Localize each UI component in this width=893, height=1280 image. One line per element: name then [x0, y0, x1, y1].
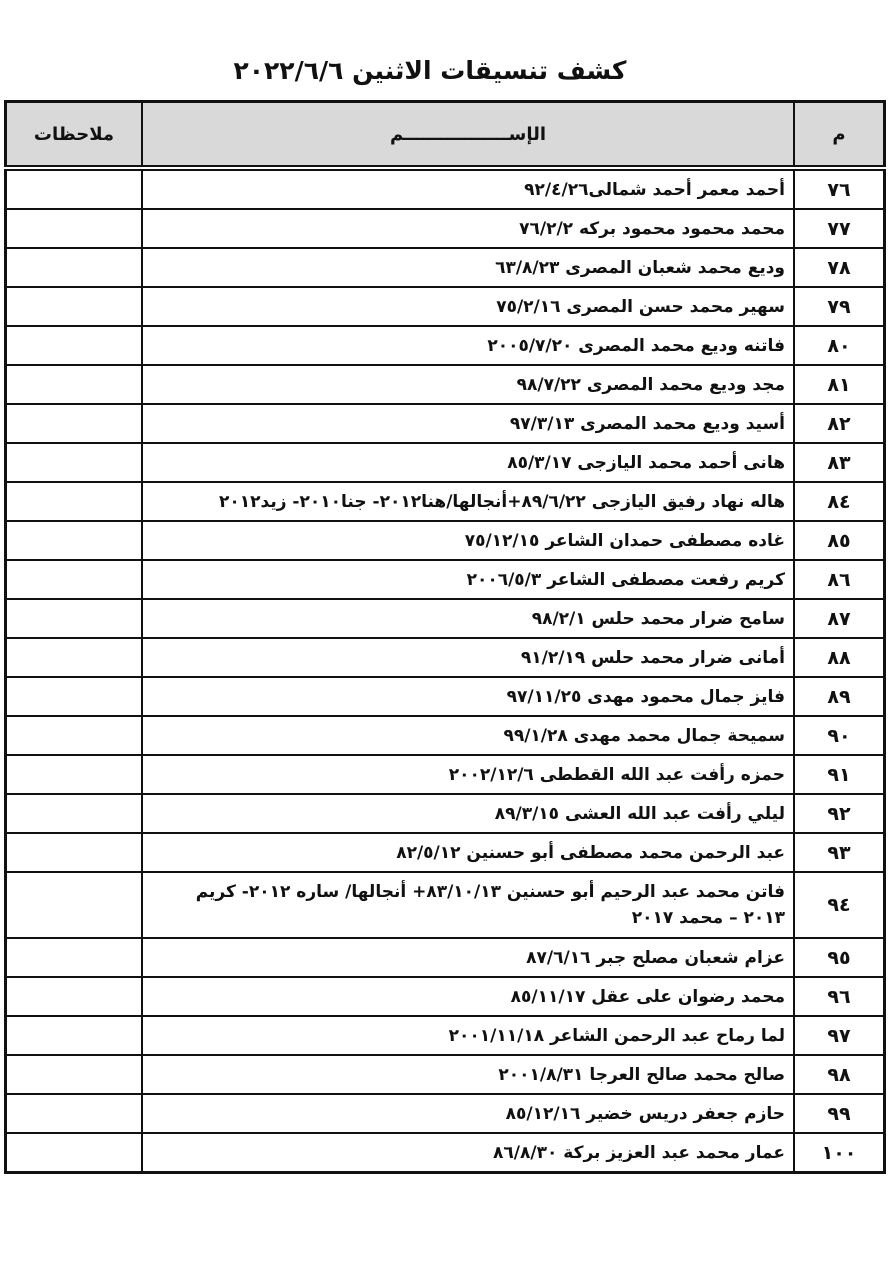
row-number: ٩١ — [794, 755, 885, 794]
row-name: سامح ضرار محمد حلس ٩٨/٢/١ — [142, 599, 794, 638]
row-name: حازم جعفر دريس خضير ٨٥/١٢/١٦ — [142, 1094, 794, 1133]
table-row — [6, 794, 885, 833]
row-name: فايز جمال محمود مهدى ٩٧/١١/٢٥ — [142, 677, 794, 716]
row-number: ٨٠ — [794, 326, 885, 365]
row-notes — [6, 1055, 143, 1094]
row-name: حمزه رأفت عبد الله القططى ٢٠٠٢/١٢/٦ — [142, 755, 794, 794]
row-number: ١٠٠ — [794, 1133, 885, 1173]
row-number: ٩٧ — [794, 1016, 885, 1055]
table-header-row — [6, 102, 885, 169]
table-row — [6, 287, 885, 326]
table-row — [6, 248, 885, 287]
row-name: سهير محمد حسن المصرى ٧٥/٢/١٦ — [142, 287, 794, 326]
table-row — [6, 716, 885, 755]
table-row — [6, 482, 885, 521]
table-row — [6, 977, 885, 1016]
row-notes — [6, 1133, 143, 1173]
row-notes — [6, 326, 143, 365]
row-name: هانى أحمد محمد اليازجى ٨٥/٣/١٧ — [142, 443, 794, 482]
row-notes — [6, 1016, 143, 1055]
row-notes — [6, 365, 143, 404]
row-notes — [6, 248, 143, 287]
row-notes — [6, 677, 143, 716]
row-number: ٧٩ — [794, 287, 885, 326]
row-name: محمد محمود محمود بركه ٧٦/٢/٢ — [142, 209, 794, 248]
table-row — [6, 168, 885, 209]
row-name: كريم رفعت مصطفى الشاعر ٢٠٠٦/٥/٣ — [142, 560, 794, 599]
row-notes — [6, 521, 143, 560]
row-number: ٩٨ — [794, 1055, 885, 1094]
row-notes — [6, 599, 143, 638]
row-name: فاتن محمد عبد الرحيم أبو حسنين ٨٣/١٠/١٣+ أنجالها/ ساره ٢٠١٢- كريم ٢٠١٣ – محمد ٢٠١٧ — [142, 872, 794, 938]
row-number: ٨٥ — [794, 521, 885, 560]
table-row — [6, 638, 885, 677]
row-number: ٩٤ — [794, 872, 885, 938]
row-number: ٨٩ — [794, 677, 885, 716]
row-name: صالح محمد صالح العرجا ٢٠٠١/٨/٣١ — [142, 1055, 794, 1094]
header-notes: ملاحظات — [6, 102, 143, 169]
row-name: فاتنه وديع محمد المصرى ٢٠٠٥/٧/٢٠ — [142, 326, 794, 365]
row-name: غاده مصطفى حمدان الشاعر ٧٥/١٢/١٥ — [142, 521, 794, 560]
row-name: سميحة جمال محمد مهدى ٩٩/١/٢٨ — [142, 716, 794, 755]
row-name: عبد الرحمن محمد مصطفى أبو حسنين ٨٢/٥/١٢ — [142, 833, 794, 872]
row-number: ٩٣ — [794, 833, 885, 872]
row-number: ٧٦ — [794, 168, 885, 209]
row-name: أسيد وديع محمد المصرى ٩٧/٣/١٣ — [142, 404, 794, 443]
row-number: ٧٧ — [794, 209, 885, 248]
row-number: ٨٢ — [794, 404, 885, 443]
table-row — [6, 755, 885, 794]
row-notes — [6, 833, 143, 872]
row-name: محمد رضوان على عقل ٨٥/١١/١٧ — [142, 977, 794, 1016]
row-name: عزام شعبان مصلح جبر ٨٧/٦/١٦ — [142, 938, 794, 977]
row-notes — [6, 443, 143, 482]
row-name: وديع محمد شعبان المصرى ٦٣/٨/٢٣ — [142, 248, 794, 287]
table-row — [6, 1016, 885, 1055]
row-number: ٨٧ — [794, 599, 885, 638]
row-number: ٨٤ — [794, 482, 885, 521]
row-notes — [6, 977, 143, 1016]
row-number: ٨٣ — [794, 443, 885, 482]
row-notes — [6, 938, 143, 977]
row-name: عمار محمد عبد العزيز بركة ٨٦/٨/٣٠ — [142, 1133, 794, 1173]
table-row — [6, 599, 885, 638]
table-row — [6, 209, 885, 248]
row-number: ٨١ — [794, 365, 885, 404]
table-row — [6, 365, 885, 404]
row-number: ٩٥ — [794, 938, 885, 977]
table-row — [6, 677, 885, 716]
row-notes — [6, 209, 143, 248]
table-row — [6, 560, 885, 599]
row-notes — [6, 716, 143, 755]
row-number: ٨٦ — [794, 560, 885, 599]
row-notes — [6, 560, 143, 599]
names-table — [4, 100, 886, 1174]
table-row — [6, 872, 885, 938]
row-number: ٩٩ — [794, 1094, 885, 1133]
row-name: أمانى ضرار محمد حلس ٩١/٢/١٩ — [142, 638, 794, 677]
table-row — [6, 404, 885, 443]
page-title: كشف تنسيقات الاثنين ٢٠٢٢/٦/٦ — [233, 56, 627, 85]
row-number: ٧٨ — [794, 248, 885, 287]
table-row — [6, 521, 885, 560]
row-name: مجد وديع محمد المصرى ٩٨/٧/٢٢ — [142, 365, 794, 404]
table-row — [6, 326, 885, 365]
row-notes — [6, 794, 143, 833]
row-name: لما رماح عبد الرحمن الشاعر ٢٠٠١/١١/١٨ — [142, 1016, 794, 1055]
header-name: الإســـــــــــــــــم — [142, 102, 794, 169]
row-number: ٩٢ — [794, 794, 885, 833]
row-notes — [6, 482, 143, 521]
table-row — [6, 833, 885, 872]
row-number: ٨٨ — [794, 638, 885, 677]
row-notes — [6, 168, 143, 209]
row-name: هاله نهاد رفيق اليازجى ٨٩/٦/٢٢+أنجالها/هنا٢٠١٢- جنا٢٠١٠- زيد٢٠١٢ — [142, 482, 794, 521]
table-row — [6, 1055, 885, 1094]
row-notes — [6, 755, 143, 794]
table-row — [6, 1094, 885, 1133]
row-name: أحمد معمر أحمد شمالى٩٢/٤/٢٦ — [142, 168, 794, 209]
header-number: م — [794, 102, 885, 169]
table-row — [6, 443, 885, 482]
table-row — [6, 1133, 885, 1173]
row-notes — [6, 1094, 143, 1133]
row-name: ليلي رأفت عبد الله العشى ٨٩/٣/١٥ — [142, 794, 794, 833]
row-notes — [6, 638, 143, 677]
table-row — [6, 938, 885, 977]
row-notes — [6, 872, 143, 938]
row-notes — [6, 404, 143, 443]
row-notes — [6, 287, 143, 326]
row-number: ٩٠ — [794, 716, 885, 755]
row-number: ٩٦ — [794, 977, 885, 1016]
